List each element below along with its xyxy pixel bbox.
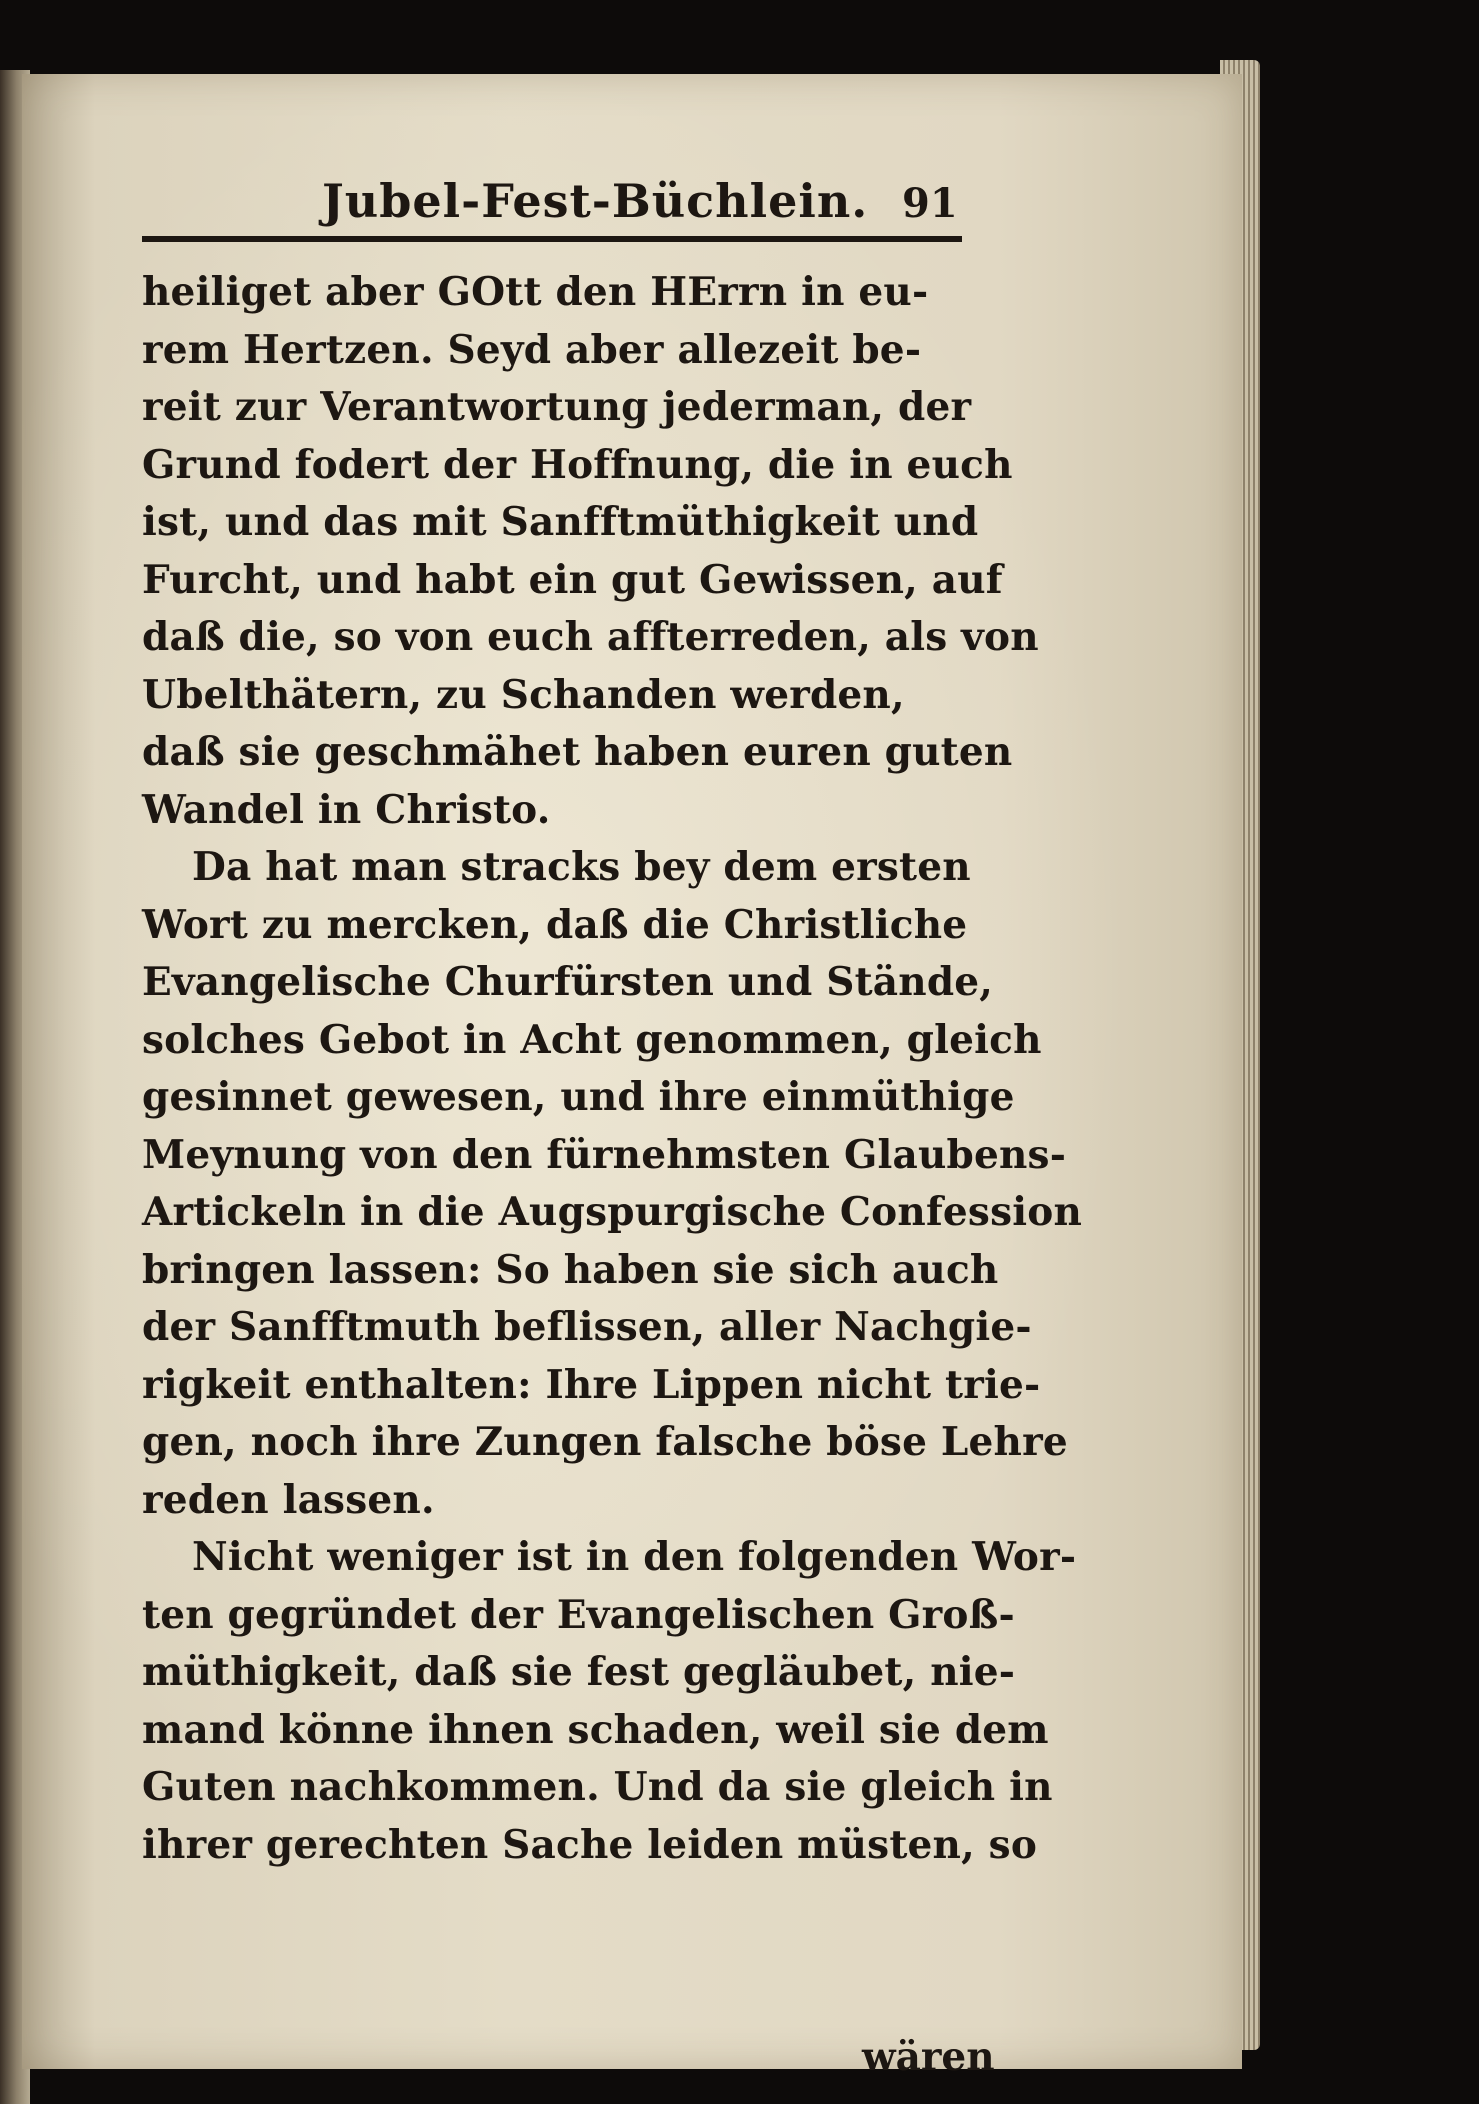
page-number: 91 [902, 180, 958, 227]
text-line: Da hat man stracks bey dem ersten [192, 844, 971, 890]
running-head [142, 164, 972, 234]
text-block [142, 164, 1083, 2080]
text-line: Evangelische Churfürsten und Stände, [142, 959, 994, 1005]
text-line: Ubelthätern, zu Schanden werden, [142, 671, 905, 718]
text-line: daß die, so von euch affterreden, als von [142, 614, 1039, 660]
text-line: reit zur Verantwortung jederman, der [142, 384, 972, 430]
text-line: rem Hertzen. Seyd aber allezeit be- [142, 326, 922, 373]
text-line: ist, und das mit Sanfftmüthigkeit und [142, 499, 979, 545]
text-line: ten gegründet der Evangelischen Groß- [142, 1591, 1015, 1638]
text-line: bringen lassen: So haben sie sich auch [142, 1246, 999, 1293]
text-line: mand könne ihnen schaden, weil sie dem [142, 1706, 1049, 1753]
text-line: Wort zu mercken, daß die Christliche [142, 901, 968, 948]
text-line: Furcht, und habt ein gut Gewissen, auf [142, 556, 1003, 603]
book-page [22, 74, 1242, 2080]
text-line: müthigkeit, daß sie fest gegläubet, nie- [142, 1649, 1016, 1695]
body-text [142, 264, 1083, 1874]
text-line: Wandel in Christo. [142, 786, 551, 833]
text-line: gesinnet gewesen, und ihre einmüthige [142, 1074, 1015, 1120]
text-line: Guten nachkommen. Und da sie gleich in [142, 1764, 1053, 1810]
text-line: reden lassen. [142, 1476, 435, 1523]
text-line: Meynung von den fürnehmsten Glaubens- [142, 1131, 1067, 1178]
header-rule [142, 236, 962, 242]
catchword: wären [862, 2034, 995, 2080]
text-line: rigkeit enthalten: Ihre Lippen nicht trie- [142, 1361, 1041, 1408]
running-head-title: Jubel-Fest-Büchlein. [322, 174, 869, 228]
text-line: ihrer gerechten Sache leiden müsten, so [142, 1821, 1038, 1868]
text-line: heiliget aber GOtt den HErrn in eu- [142, 269, 929, 315]
text-line: Nicht weniger ist in den folgenden Wor- [192, 1534, 1077, 1580]
text-line: Artickeln in die Augspurgische Confession [142, 1189, 1083, 1235]
text-line: solches Gebot in Acht genommen, gleich [142, 1016, 1042, 1063]
text-line: Grund fodert der Hoffnung, die in euch [142, 441, 1013, 488]
text-line: daß sie geschmähet haben euren guten [142, 729, 1013, 775]
text-line: gen, noch ihre Zungen falsche böse Lehre [142, 1419, 1068, 1465]
text-line: der Sanfftmuth beflissen, aller Nachgie- [142, 1304, 1032, 1350]
